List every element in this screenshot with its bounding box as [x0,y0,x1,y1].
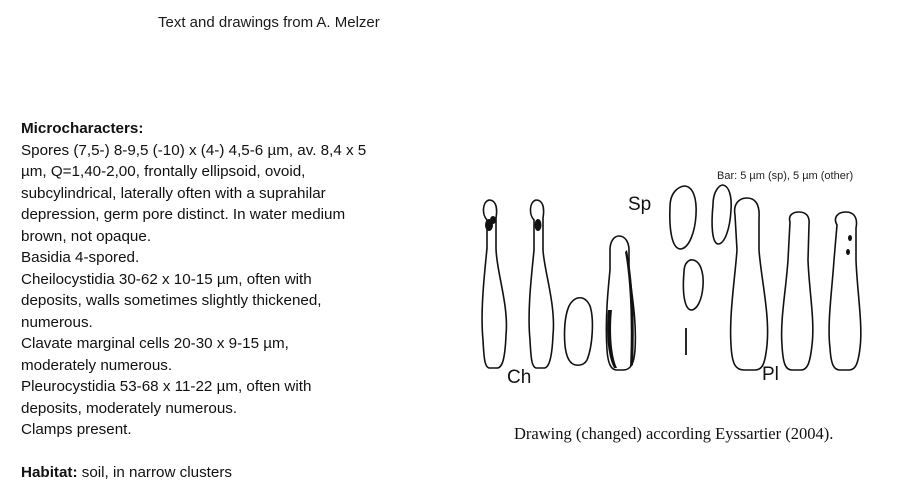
habitat-text: soil, in narrow clusters [77,464,232,481]
habitat-label: Habitat: [21,464,78,481]
micro-line: deposits, moderately numerous. [21,399,238,417]
deposit-mark [625,250,634,367]
micro-line: subcylindrical, laterally often with a suprahilar [21,184,326,202]
spore-2 [712,185,731,244]
microcharacters-section [21,118,406,484]
figure-caption: Drawing (changed) according Eyssartier (2004). [514,424,834,443]
micro-line: Clamps present. [21,421,132,438]
cheilocystidia-label: Ch [507,367,532,388]
micro-line: µm, Q=1,40-2,00, frontally ellipsoid, ovoid, [21,163,306,180]
habitat-line [21,462,406,484]
pleurocystidium-1 [731,198,768,370]
micro-line: deposits, walls sometimes slightly thickened, [21,292,322,309]
marginal-cell-clavate [565,298,593,366]
micro-line: Pleurocystidia 53-68 x 11-22 µm, often with [21,378,312,395]
micro-line: brown, not opaque. [21,227,152,245]
pleurocystidia-label: Pl [762,364,779,385]
micro-line: Cheilocystidia 30-62 x 10-15 µm, often with [21,270,312,288]
deposit-mark [490,216,496,224]
deposit-mark [848,235,852,241]
micro-line: depression, germ pore distinct. In water medium [21,206,346,223]
spore-3 [683,260,703,310]
pleurocystidium-2 [782,212,813,370]
spore-1 [670,186,696,249]
cystidia-drawing [465,160,885,390]
deposit-mark [846,249,850,255]
scale-bar-note: Bar: 5 µm (sp), 5 µm (other) [717,170,854,182]
micro-line: Spores (7,5-) 8-9,5 (-10) x (4-) 4,5-6 µm, av. 8,4 x 5 [21,141,367,159]
paragraph-gap [21,441,406,463]
microcharacters-heading: Microcharacters: [21,120,144,137]
micro-line: moderately numerous. [21,356,173,374]
spore-label: Sp [628,194,652,215]
micro-line: Clavate marginal cells 20-30 x 9-15 µm, [21,335,289,352]
page-header: Text and drawings from A. Melzer [158,14,380,31]
deposit-mark [535,219,542,231]
pleurocystidium-3 [829,212,861,370]
micro-line: numerous. [21,313,93,331]
micro-line: Basidia 4-spored. [21,249,140,266]
